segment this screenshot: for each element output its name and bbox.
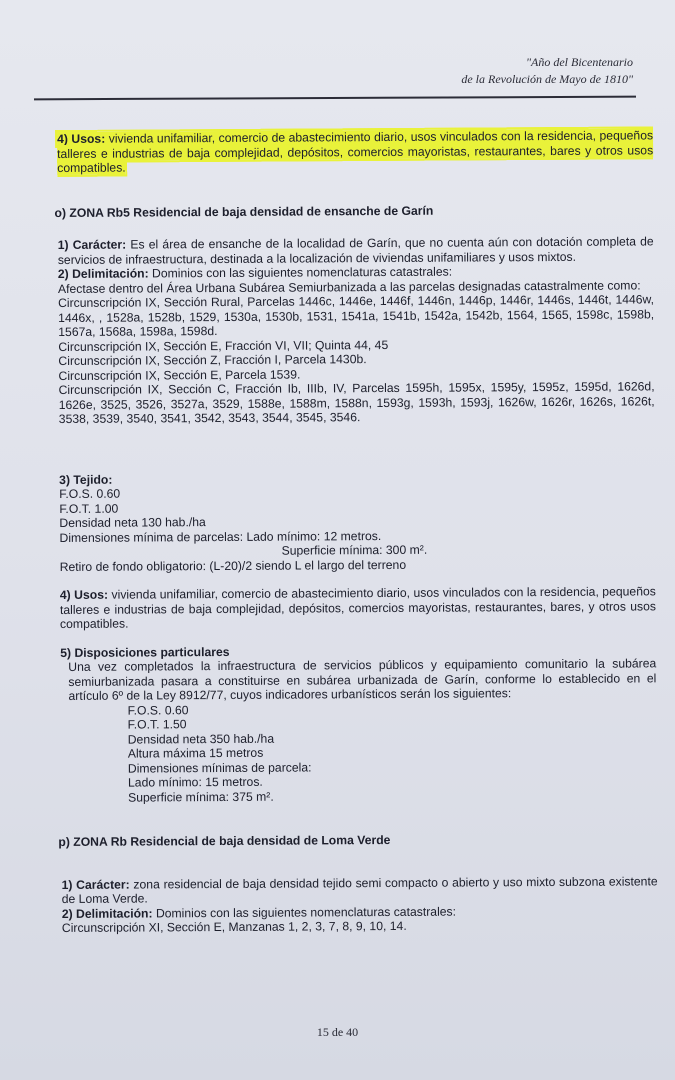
zone-o-line-6: Circunscripción IX, Sección C, Fracción Ib, IIIb, IV, Parcelas 1595h, 1595x, 1595y, 1595z, 1595d, 1626d, 1626e, 3525, 3526, 3527a, 3529, 1588e, 1588m, 1588n, 1593g, 1593h, 1593j, 1626w, 1626r, 1626s, 1626t, 3538, 3539, 3540, 3541, 3542, 3543, 3544, 3545, 3546. (58, 379, 655, 426)
zone-o-caracter (58, 234, 654, 267)
zone-p-caracter-text: zona residencial de baja densidad tejido semi compacto o abierto y uso mixto subzona existente de Loma Verde. (61, 873, 658, 906)
zone-o-disposiciones-text: Una vez completados la infraestructura de servicios públicos y equipamiento comunitario la subárea semiurbanizada pasara a constituirse en subárea urbanizada de Garín, conforme lo establecido en el artículo 6º de la Ley 8912/77, cuyos indicadores urbanísticos serán los siguientes: (68, 656, 657, 703)
zone-p-delimitacion-label: 2) Delimitación: (61, 905, 153, 921)
zone-o-disp-item: F.O.S. 0.60 (127, 702, 189, 718)
zone-o-disp-item: F.O.T. 1.50 (127, 717, 187, 732)
zone-o-caracter-label: 1) Carácter: (57, 237, 127, 252)
highlighted-usos-text: vivienda unifamiliar, comercio de abastecimiento diario, usos vinculados con la residencia, pequeños talleres e industrias de baja complejidad, depósitos, comercios mayoristas, restaurantes, bares y otros usos compatibles. (57, 128, 654, 175)
zone-o-disposiciones-label: 5) Disposiciones particulares (60, 644, 230, 660)
zone-o-disp-item: Superficie mínima: 375 m². (128, 789, 274, 805)
zone-o-usos (60, 584, 656, 631)
zone-o-usos-label: 4) Usos: (59, 587, 109, 602)
zone-p-title: p) ZONA Rb Residencial de baja densidad de Loma Verde (58, 832, 391, 850)
zone-o-dimensiones: Dimensiones mínima de parcelas: Lado mínimo: 12 metros. (59, 528, 382, 545)
zone-o-tejido-label: 3) Tejido: (59, 472, 113, 487)
zone-o-delimitacion-text: Dominios con las siguientes nomenclaturas catastrales: (148, 264, 453, 281)
zone-o-disp-item: Densidad neta 350 hab./ha (127, 731, 275, 747)
header-line-2: de la Revolución de Mayo de 1810" (461, 72, 633, 86)
document-body (54, 126, 658, 935)
page-header (461, 54, 633, 88)
zone-o-fos: F.O.S. 0.60 (59, 486, 121, 501)
zone-o-fot: F.O.T. 1.00 (59, 501, 119, 516)
zone-o-line-3: Circunscripción IX, Sección E, Fracción VI, VII; Quinta 44, 45 (58, 337, 389, 354)
zone-o-caracter-text: Es el área de ensanche de la localidad de Garín, que no cuenta aún con dotación completa de servicios de infraestructura, destinada a la localización de viviendas unifamiliares y usos mixtos. (57, 234, 654, 267)
zone-p-caracter (62, 874, 658, 907)
zone-p-line: Circunscripción XI, Sección E, Manzanas 1, 2, 3, 7, 8, 9, 10, 14. (61, 918, 407, 935)
zone-p-caracter-label: 1) Carácter: (61, 877, 130, 892)
zone-o-line-4: Circunscripción IX, Sección Z, Fracción I, Parcela 1430b. (58, 352, 367, 368)
zone-o-retiro: Retiro de fondo obligatorio: (L-20)/2 siendo L el largo del terreno (59, 557, 407, 574)
zone-o-line-5: Circunscripción IX, Sección E, Parcela 1539. (58, 367, 301, 383)
zone-o-disp-item: Dimensiones mínimas de parcela: (127, 759, 312, 776)
page-number: 15 de 40 (316, 1025, 359, 1039)
zone-o-disp-item: Altura máxima 15 metros (127, 745, 264, 761)
highlighted-usos-paragraph (57, 128, 653, 175)
zone-o-superficie: Superficie mínima: 300 m². (281, 542, 428, 558)
zone-p-delimitacion-text: Dominios con las siguientes nomenclaturas catastrales: (152, 904, 457, 920)
zone-o-line-2: Circunscripción IX, Sección Rural, Parcelas 1446c, 1446e, 1446f, 1446n, 1446p, 1446r, 1446s, 1446t, 1446w, 1446x, , 1528a, 1528b, 1529, 1530a, 1530b, 1531, 1541a, 1541b, 1542a, 1542b, 1564, 1565, 1598c, 1598b, 1567a, 1568a, 1598a, 1598d. (58, 292, 655, 339)
zone-o-delimitacion-label: 2) Delimitación: (57, 266, 149, 281)
header-divider (34, 96, 636, 101)
header-line-1: "Año del Bicentenario (525, 55, 633, 69)
zone-o-line-1: Afectase dentro del Área Urbana Subárea Semiurbanizada a las parcelas designadas catastralmente como: (57, 277, 641, 296)
zone-o-title: o) ZONA Rb5 Residencial de baja densidad de ensanche de Garín (54, 203, 434, 220)
zone-o-densidad: Densidad neta 130 hab./ha (59, 515, 206, 530)
highlighted-usos-label: 4) Usos: (57, 131, 106, 146)
zone-o-disp-item: Lado mínimo: 15 metros. (127, 774, 263, 790)
zone-o-usos-text: vivienda unifamiliar, comercio de abastecimiento diario, usos vinculados con la residencia, pequeños talleres e industrias de baja complejidad, depósitos, comercios mayoristas, restaurantes, bares, y otros usos compatibles. (59, 584, 656, 631)
